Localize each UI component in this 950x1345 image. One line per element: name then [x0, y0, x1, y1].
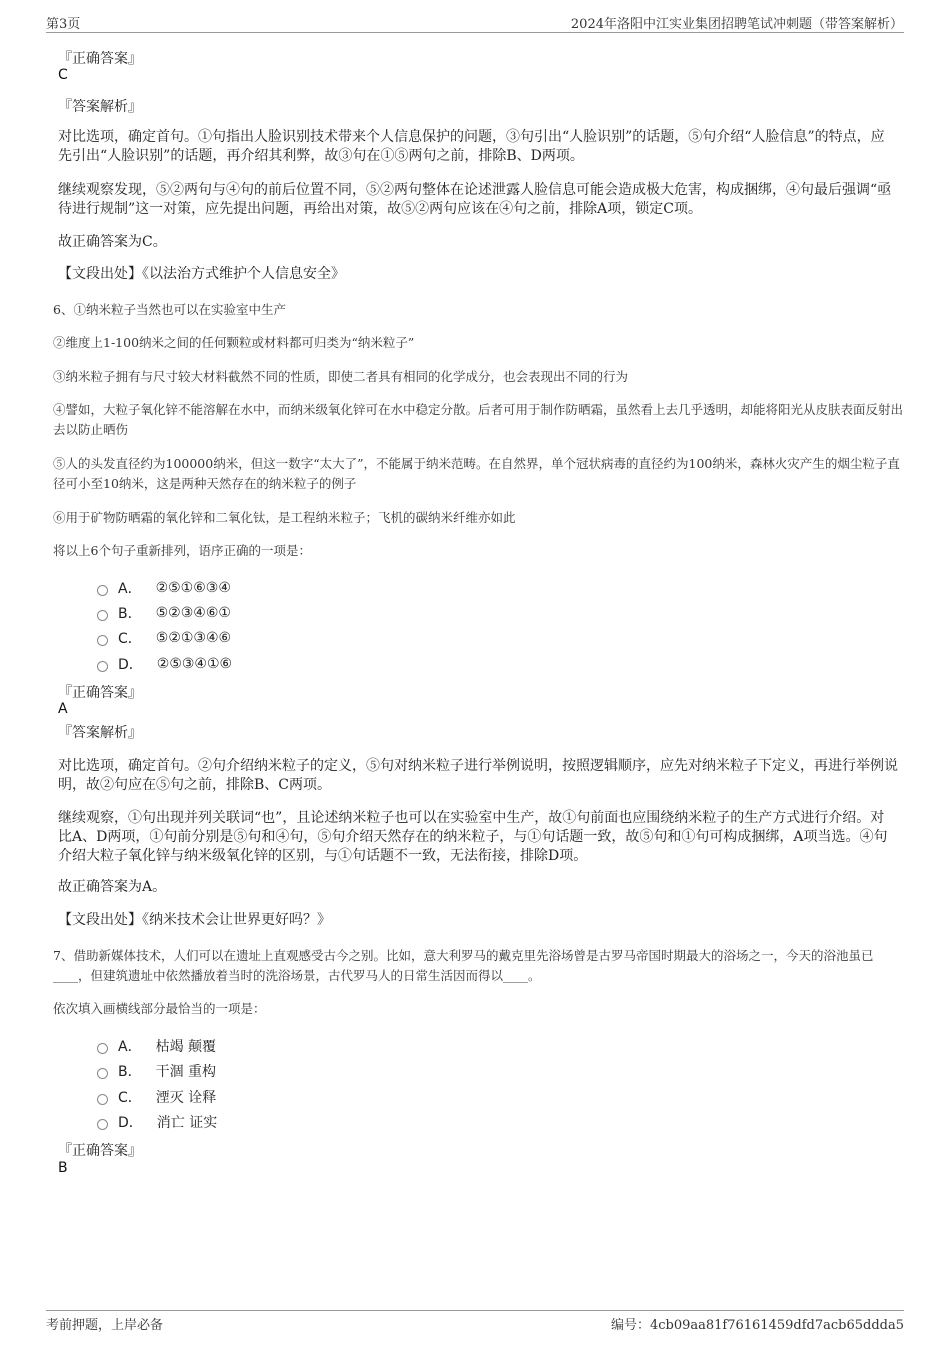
- option-text: 湮灭 诠释: [155, 1090, 217, 1106]
- correct-answer-label: 『正确答案』: [58, 1143, 142, 1159]
- answer-analysis-label: 『答案解析』: [58, 99, 142, 115]
- option-d[interactable]: [97, 654, 232, 674]
- radio-icon[interactable]: [97, 661, 108, 672]
- analysis-paragraph: 对比选项，确定首句。②句介绍纳米粒子的定义，⑤句对纳米粒子进行举例说明，按照逻辑顺序，应先对纳米粒子下定义，再进行举例说明，故②句应在⑤句之前，排除B、C两项。: [58, 758, 898, 793]
- source-citation: 【文段出处】《纳米技术会让世界更好吗？》: [58, 912, 331, 928]
- radio-icon[interactable]: [97, 1094, 108, 1105]
- analysis-paragraph: 继续观察发现，⑤②两句与④句的前后位置不同，⑤②两句整体在论述泄露人脸信息可能会造成极大危害，构成捆绑，④句最后强调“亟待进行规制”这一对策，应先提出问题，再给出对策，故⑤②两句应该在④句之前，排除A项，锁定C项。: [58, 182, 892, 217]
- option-text: 枯竭 颠覆: [155, 1039, 217, 1055]
- correct-answer-value: B: [58, 1160, 68, 1176]
- question-sentence: 6、①纳米粒子当然也可以在实验室中生产: [53, 302, 286, 317]
- option-text: 干涸 重构: [155, 1064, 217, 1080]
- answer-analysis-label: 『答案解析』: [58, 725, 142, 741]
- question-prompt: 将以上6个句子重新排列，语序正确的一项是：: [53, 543, 311, 558]
- option-a[interactable]: [97, 1036, 216, 1056]
- radio-icon[interactable]: [97, 585, 108, 596]
- option-c[interactable]: [97, 1087, 216, 1107]
- question-sentence: ③纳米粒子拥有与尺寸较大材料截然不同的性质，即使二者具有相同的化学成分，也会表现出不同的行为: [53, 369, 629, 384]
- question-sentence: ④譬如，大粒子氧化锌不能溶解在水中，而纳米级氧化锌可在水中稳定分散。后者可用于制作防晒霜，虽然看上去几乎透明，却能将阳光从皮肤表面反射出去以防止晒伤: [53, 402, 904, 437]
- option-text: 消亡 证实: [156, 1115, 218, 1131]
- analysis-paragraph: 对比选项，确定首句。①句指出人脸识别技术带来个人信息保护的问题，③句引出“人脸识别”的话题，⑤句介绍“人脸信息”的特点，应先引出“人脸识别”的话题，再介绍其利弊，故③句在①⑤两句之前，排除B、D两项。: [58, 129, 885, 164]
- radio-icon[interactable]: [97, 610, 108, 621]
- option-text: ⑤②③④⑥①: [155, 605, 231, 621]
- correct-answer-label: 『正确答案』: [58, 51, 142, 67]
- footer-divider: [46, 1310, 904, 1311]
- option-b[interactable]: [97, 603, 231, 623]
- option-letter: C．: [118, 1090, 142, 1106]
- option-letter: B．: [118, 1064, 142, 1080]
- option-b[interactable]: [97, 1061, 216, 1081]
- radio-icon[interactable]: [97, 1119, 108, 1130]
- option-letter: D．: [118, 1115, 143, 1131]
- header-divider: [46, 32, 904, 33]
- footer-slogan: 考前押题，上岸必备: [46, 1318, 164, 1333]
- question-sentence: ⑥用于矿物防晒霜的氧化锌和二氧化钛，是工程纳米粒子；飞机的碳纳米纤维亦如此: [53, 510, 516, 525]
- option-letter: A．: [118, 1039, 142, 1055]
- page-number: 第3页: [46, 17, 81, 32]
- option-d[interactable]: [97, 1112, 217, 1132]
- option-c[interactable]: [97, 628, 231, 648]
- document-title: 2024年洛阳中江实业集团招聘笔试冲刺题（带答案解析）: [570, 17, 903, 32]
- option-letter: D．: [118, 657, 143, 673]
- correct-answer-label: 『正确答案』: [58, 685, 142, 701]
- option-text: ②⑤①⑥③④: [155, 580, 231, 596]
- question-prompt: 依次填入画横线部分最恰当的一项是：: [53, 1001, 266, 1016]
- source-citation: 【文段出处】《以法治方式维护个人信息安全》: [58, 266, 345, 282]
- question-stem: 7、借助新媒体技术，人们可以在遗址上直观感受古今之别。比如，意大利罗马的戴克里先浴场曾是古罗马帝国时期最大的浴场之一，今天的浴池虽已____，但建筑遗址中依然播放着当时的洗浴场景，古代罗马人的日常生活因而得以____。: [53, 948, 874, 983]
- radio-icon[interactable]: [97, 635, 108, 646]
- analysis-conclusion: 故正确答案为C。: [58, 234, 167, 250]
- option-text: ⑤②①③④⑥: [155, 630, 232, 646]
- radio-icon[interactable]: [97, 1068, 108, 1079]
- correct-answer-value: C: [58, 67, 68, 83]
- document-id: 编号：4cb09aa81f76161459dfd7acb65ddda5: [610, 1318, 904, 1333]
- option-text: ②⑤③④①⑥: [156, 656, 233, 672]
- option-letter: A．: [118, 581, 142, 597]
- analysis-paragraph: 继续观察，①句出现并列关联词“也”，且论述纳米粒子也可以在实验室中生产，故①句前面也应围绕纳米粒子的生产方式进行介绍。对比A、D两项，①句前分别是⑤句和④句，⑤句介绍天然存在的纳米粒子，与①句话题一致，故⑤句和①句可构成捆绑，A项当选。④句介绍大粒子氧化锌与纳米级氧化锌的区别，与①句话题不一致，无法衔接，排除D项。: [58, 810, 888, 864]
- radio-icon[interactable]: [97, 1043, 108, 1054]
- option-a[interactable]: [97, 578, 231, 598]
- correct-answer-value: A: [58, 701, 68, 717]
- option-letter: C．: [118, 631, 142, 647]
- question-sentence: ⑤人的头发直径约为100000纳米，但这一数字“太大了”，不能属于纳米范畴。在自然界，单个冠状病毒的直径约为100纳米，森林火灾产生的烟尘粒子直径可小至10纳米，这是两种天然存在的纳米粒子的例子: [53, 456, 900, 491]
- option-letter: B．: [118, 606, 142, 622]
- analysis-conclusion: 故正确答案为A。: [58, 879, 167, 895]
- question-sentence: ②维度上1-100纳米之间的任何颗粒或材料都可归类为“纳米粒子”: [53, 335, 415, 350]
